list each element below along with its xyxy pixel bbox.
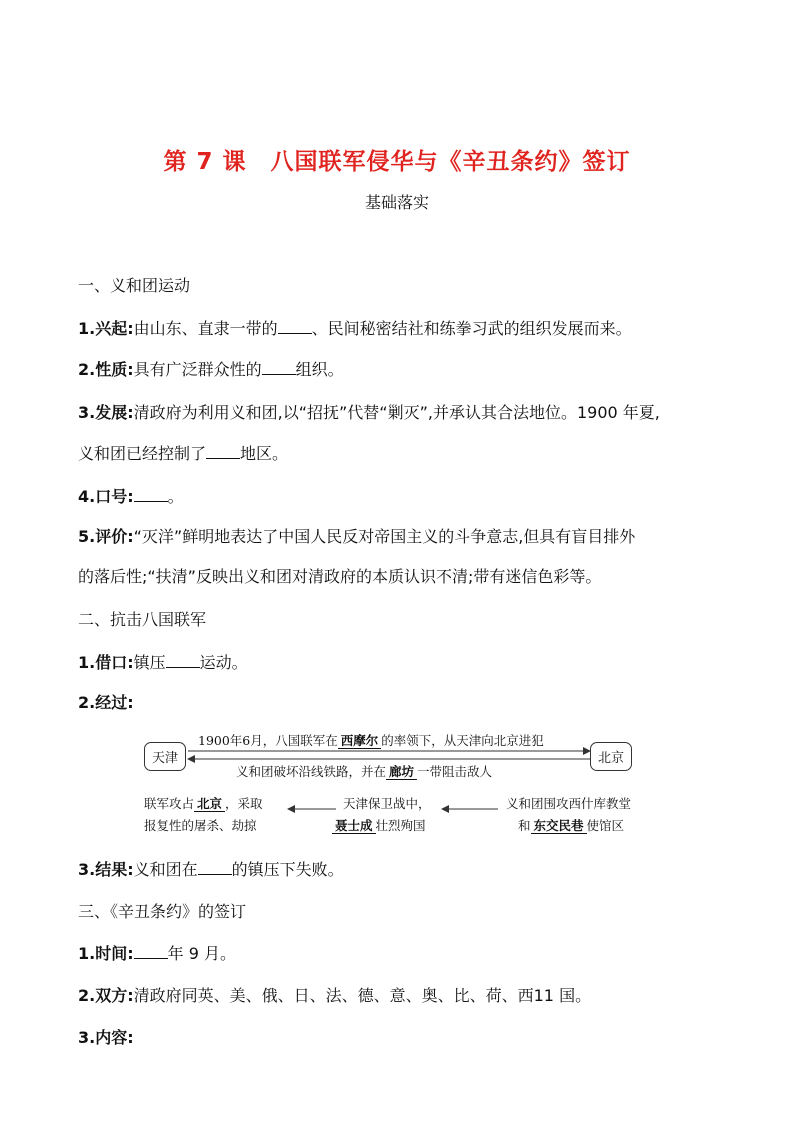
answer-blank[interactable] xyxy=(206,444,240,459)
process-diagram xyxy=(140,725,660,840)
filled-answer: 廊坊 xyxy=(386,764,417,780)
sec2-item-pretext: 1.借口:镇压 运动。 xyxy=(78,653,248,672)
sec1-item-nature: 2.性质:具有广泛群众性的 组织。 xyxy=(78,360,344,379)
answer-blank[interactable] xyxy=(278,319,312,334)
item-label: 1.借口: xyxy=(78,653,134,672)
diagram-center-line2: 聂士成 壮烈殉国 xyxy=(332,816,426,834)
filled-answer: 北京 xyxy=(194,796,225,812)
item-label: 4.口号: xyxy=(78,487,134,506)
item-label: 2.双方: xyxy=(78,986,134,1005)
diagram-left-line2: 报复性的屠杀、劫掠 xyxy=(144,818,257,833)
item-label: 3.发展: xyxy=(78,403,134,422)
section-subtitle: 基础落实 xyxy=(364,193,429,212)
item-label: 3.结果: xyxy=(78,860,134,879)
box-beijing: 北京 xyxy=(590,742,632,771)
sec2-item-result: 3.结果:义和团在 的镇压下失败。 xyxy=(78,860,344,879)
box-tianjin: 天津 xyxy=(144,742,186,771)
section2-heading: 二、抗击八国联军 xyxy=(78,610,207,629)
sec3-item-content xyxy=(78,1025,134,1048)
sec1-item-evaluation: 5.评价:“灭洋”鲜明地表达了中国人民反对帝国主义的斗争意志,但具有盲目排外 xyxy=(78,527,636,546)
item-label: 2.性质: xyxy=(78,360,134,379)
sec1-item-evaluation-cont: 的落后性;“扶清”反映出义和团对清政府的本质认识不清;带有迷信色彩等。 xyxy=(78,567,602,586)
item-label: 3.内容: xyxy=(78,1028,134,1047)
filled-answer: 东交民巷 xyxy=(531,818,587,834)
answer-blank[interactable] xyxy=(134,944,168,959)
sec3-item-time: 1.时间: 年 9 月。 xyxy=(78,944,236,963)
diagram-top-text: 1900年6月，八国联军在 西摩尔 的率领下，从天津向北京进犯 xyxy=(198,733,544,748)
diagram-right-line2: 和 东交民巷 使馆区 xyxy=(518,818,625,833)
sec1-item-development-cont: 义和团已经控制了 地区。 xyxy=(78,444,289,463)
page-title: 第 7 课 八国联军侵华与《辛丑条约》签订 xyxy=(163,149,631,175)
diagram-right-line1: 义和团围攻西什库教堂 xyxy=(506,796,632,811)
filled-answer: 西摩尔 xyxy=(338,733,382,749)
item-label: 1.时间: xyxy=(78,944,134,963)
sec3-item-parties: 2.双方:清政府同英、美、俄、日、法、德、意、奥、比、荷、西11 国。 xyxy=(78,986,592,1005)
answer-blank[interactable] xyxy=(166,653,200,668)
answer-blank[interactable] xyxy=(198,860,232,875)
item-label: 5.评价: xyxy=(78,527,134,546)
section3-heading: 三、《辛丑条约》的签订 xyxy=(78,902,247,921)
section1-heading: 一、义和团运动 xyxy=(78,276,191,295)
sec1-item-rise: 1.兴起:由山东、直隶一带的 、民间秘密结社和练拳习武的组织发展而来。 xyxy=(78,319,632,338)
diagram-left-line1: 联军攻占 北京 ，采取 xyxy=(144,796,263,811)
item-label: 2.经过: xyxy=(78,693,134,712)
answer-blank[interactable] xyxy=(134,487,168,502)
diagram-center-line1: 天津保卫战中， xyxy=(343,796,431,811)
item-label: 1.兴起: xyxy=(78,319,134,338)
sec2-item-process xyxy=(78,690,134,713)
sec1-item-development: 3.发展:清政府为利用义和团,以“招抚”代替“剿灭”,并承认其合法地位。1900 年夏, xyxy=(78,403,660,422)
answer-blank[interactable] xyxy=(262,360,296,375)
diagram-mid-text: 义和团破坏沿线铁路，并在 廊坊 一带阻击敌人 xyxy=(236,764,493,779)
filled-answer: 聂士成 xyxy=(332,818,376,834)
sec1-item-slogan: 4.口号: 。 xyxy=(78,487,184,506)
